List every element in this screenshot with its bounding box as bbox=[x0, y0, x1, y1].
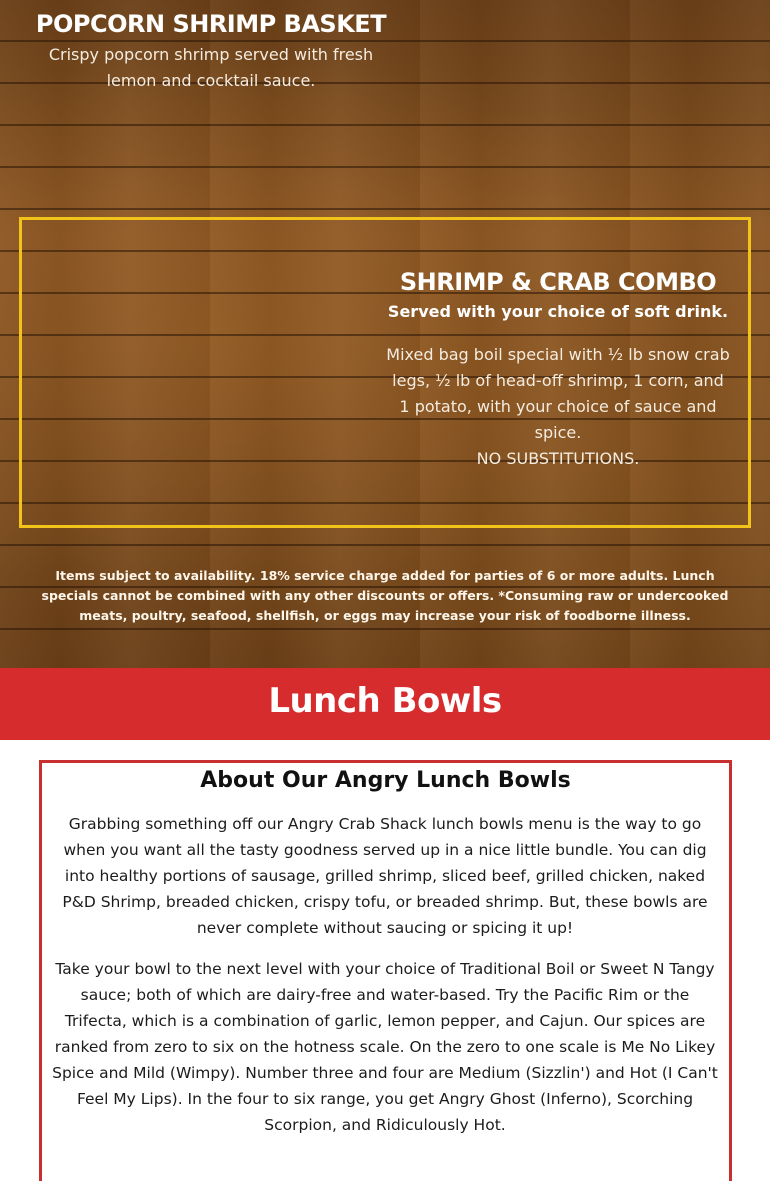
popcorn-shrimp-title: POPCORN SHRIMP BASKET bbox=[35, 10, 387, 38]
about-paragraph-2: Take your bowl to the next level with your choice of Traditional Boil or Sweet N Tangy sauce; both of which are dairy-free and water-based. Try the Pacific Rim or the Trifecta, which is a combination of garlic, lemon pepper, and Cajun. Our spices are ranked from zero to six on the hotness scale. On the zero to one scale is Me No Likey Spice and Mild (Wimpy). Number three and four are Medium (Sizzlin') and Hot (I Can't Feel My Lips). In the four to six range, you get Angry Ghost (Inferno), Scorching Scorpion, and Ridiculously Hot. bbox=[52, 960, 718, 1134]
combo-description: Mixed bag boil special with ½ lb snow crab legs, ½ lb of head-off shrimp, 1 corn, and 1 potato, with your choice of sauce and spice. bbox=[386, 345, 730, 442]
menu-disclaimer: Items subject to availability. 18% service charge added for parties of 6 or more adults. Lunch specials cannot be combined with any other discounts or offers. *Consuming raw or undercooked meats, poultry, seafood, shellfish, or eggs may increase your risk of foodborne illness. bbox=[41, 568, 729, 623]
about-paragraph-1: Grabbing something off our Angry Crab Shack lunch bowls menu is the way to go when you want all the tasty goodness served up in a nice little bundle. You can dig into healthy portions of sausage, grilled shrimp, sliced beef, grilled chicken, naked P&D Shrimp, breaded chicken, crispy tofu, or breaded shrimp. But, these bowls are never complete without saucing or spicing it up! bbox=[62, 815, 708, 937]
combo-note: NO SUBSTITUTIONS. bbox=[476, 449, 640, 468]
combo-subtitle: Served with your choice of soft drink. bbox=[387, 302, 729, 321]
about-title: About Our Angry Lunch Bowls bbox=[200, 768, 571, 793]
popcorn-shrimp-description: Crispy popcorn shrimp served with fresh lemon and cocktail sauce. bbox=[48, 45, 374, 90]
combo-title: SHRIMP & CRAB COMBO bbox=[399, 268, 717, 296]
section-title: Lunch Bowls bbox=[268, 681, 502, 721]
